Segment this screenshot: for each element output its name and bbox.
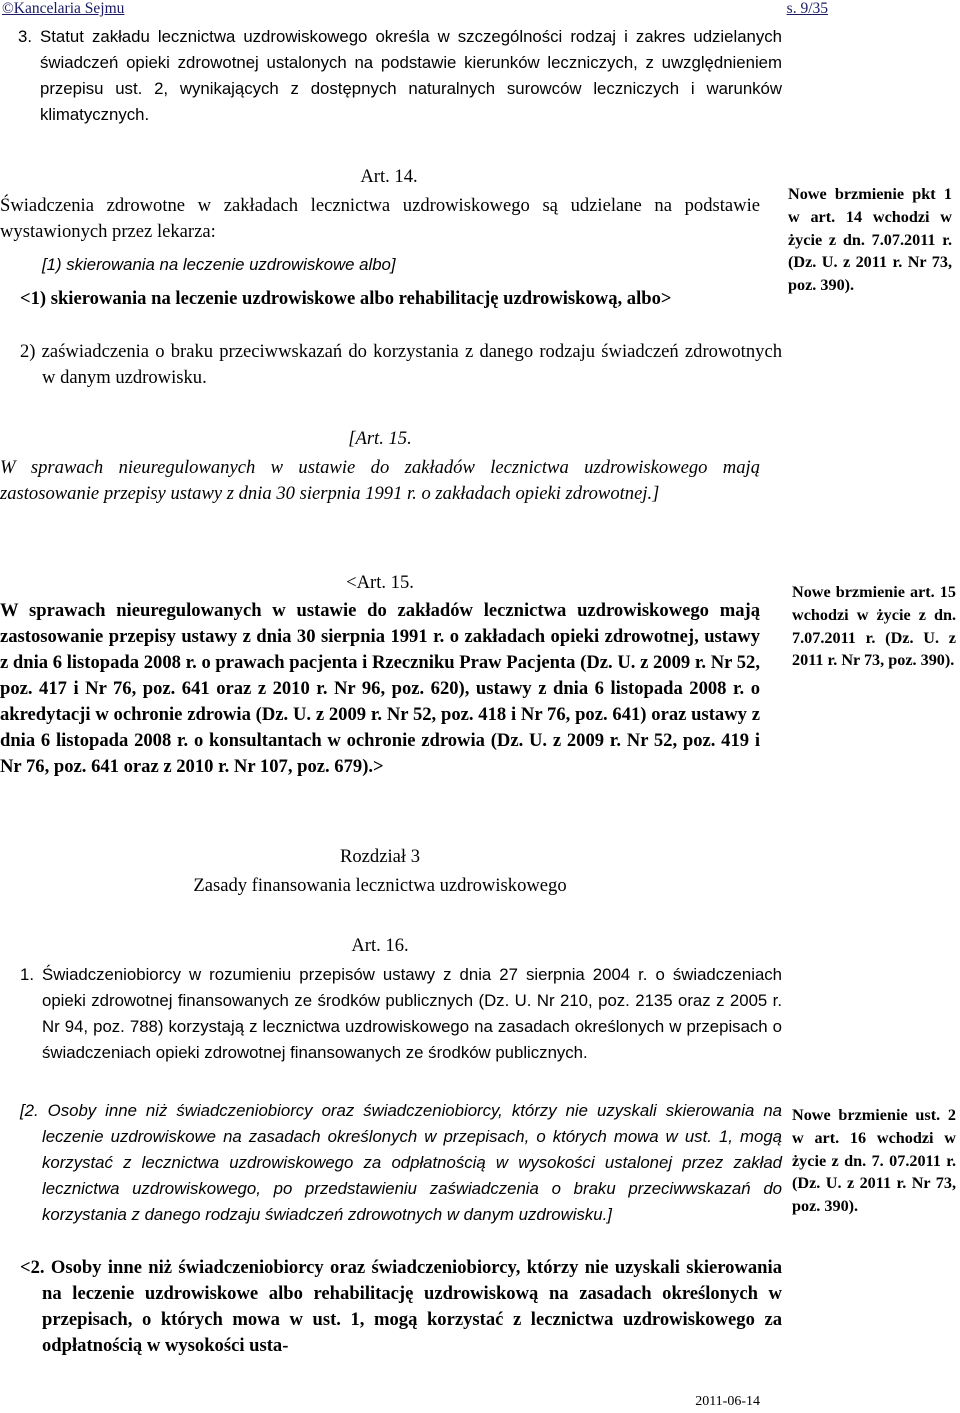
art15-new-title: <Art. 15. <box>346 572 414 593</box>
chapter-title: Zasady finansowania lecznictwa uzdrowiskowego <box>193 875 567 896</box>
art16-title: Art. 16. <box>351 935 409 956</box>
art16-para-1: 1. Świadczeniobiorcy w rozumieniu przepisów ustawy z dnia 27 sierpnia 2004 r. o świadczeniach opieki zdrowotnej finansowanych ze środków publicznych (Dz. U. Nr 210, poz. 2135 oraz z 2005 r. Nr 94, poz. 788) korzystają z lecznictwa uzdrowiskowego na zasadach określonych w przepisach o świadczeniach opieki zdrowotnej finansowanych ze środków publicznych. <box>20 965 782 1062</box>
header-page-number: s. 9/35 <box>786 0 828 17</box>
statute-paragraph-3: 3. Statut zakładu lecznictwa uzdrowiskowego określa w szczególności rodzaj i zakres udzielanych świadczeń opieki zdrowotnej ustalonych na podstawie kierunków leczniczych, z uwzględnieniem przepisu ust. 2, wynikających z dostępnych naturalnych surowców leczniczych i warunków klimatycznych. <box>18 27 782 124</box>
art16-para-2-new: <2. Osoby inne niż świadczeniobiorcy oraz świadczeniobiorcy, którzy nie uzyskali skierowania na leczenie uzdrowiskowe albo rehabilitację uzdrowiskową na zasadach określonych w przepisach, o których mowa w ust. 1, mogą korzystać z lecznictwa uzdrowiskowego za odpłatnością w wysokości usta- <box>20 1257 782 1356</box>
art14-item-2: 2) zaświadczenia o braku przeciwwskazań do korzystania z danego rodzaju świadczeń zdrowotnych w danym uzdrowisku. <box>20 341 782 388</box>
art14-title: Art. 14. <box>360 166 418 187</box>
chapter-number: Rozdział 3 <box>339 846 421 867</box>
header-source: ©Kancelaria Sejmu <box>2 0 125 17</box>
art16-para-2-old: [2. Osoby inne niż świadczeniobiorcy oraz świadczeniobiorcy, którzy nie uzyskali skierowania na leczenie uzdrowiskowe na zasadach określonych w przepisach, o których mowa w ust. 1, mogą korzystać z lecznictwa uzdrowiskowego za odpłatnością w wysokości ustalonej przez zakład lecznictwa uzdrowiskowego, po przedstawieniu zaświadczenia o braku przeciwwskazań do korzystania z danego rodzaju świadczeń zdrowotnych w danym uzdrowisku.] <box>20 1101 782 1224</box>
art14-side-note: Nowe brzmienie pkt 1 w art. 14 wchodzi w życie z dn. 7.07.2011 r. (Dz. U. z 2011 r. Nr 73, poz. 390). <box>788 185 952 295</box>
footer-date: 2011-06-14 <box>695 1394 760 1409</box>
art15-side-note: Nowe brzmienie art. 15 wchodzi w życie z dn. 7.07.2011 r. (Dz. U. z 2011 r. Nr 73, poz. 390). <box>792 583 956 670</box>
art14-intro: Świadczenia zdrowotne w zakładach lecznictwa uzdrowiskowego są udzielane na podstawie wystawionych przez lekarza: <box>0 195 760 242</box>
art14-new-item-1: <1) skierowania na leczenie uzdrowiskowe albo rehabilitację uzdrowiskową, albo> <box>20 288 672 309</box>
art16-side-note: Nowe brzmienie ust. 2 w art. 16 wchodzi w życie z dn. 7. 07.2011 r. (Dz. U. z 2011 r. Nr 73, poz. 390). <box>792 1106 956 1216</box>
art15-new-text: W sprawach nieuregulowanych w ustawie do zakładów lecznictwa uzdrowiskowego mają zastosowanie przepisy ustawy z dnia 30 sierpnia 1991 r. o zakładach opieki zdrowotnej, ustawy z dnia 6 listopada 2008 r. o prawach pacjenta i Rzeczniku Praw Pacjenta (Dz. U. z 2009 r. Nr 52, poz. 417 i Nr 76, poz. 641 oraz z 2010 r. Nr 96, poz. 620), ustawy z dnia 6 listopada 2008 r. o akredytacji w ochronie zdrowia (Dz. U. z 2009 r. Nr 52, poz. 418 i Nr 76, poz. 641) oraz ustawy z dnia 6 listopada 2008 r. o konsultantach w ochronie zdrowia (Dz. U. z 2009 r. Nr 52, poz. 419 i Nr 76, poz. 641 oraz z 2010 r. Nr 107, poz. 679).> <box>0 600 760 777</box>
art15-old-text: W sprawach nieuregulowanych w ustawie do zakładów lecznictwa uzdrowiskowego mają zastosowanie przepisy ustawy z dnia 30 sierpnia 1991 r. o zakładach opieki zdrowotnej.] <box>0 457 760 504</box>
art14-old-item-1: [1) skierowania na leczenie uzdrowiskowe albo] <box>42 255 396 274</box>
art15-old-title: [Art. 15. <box>348 428 412 449</box>
page-header <box>0 0 960 22</box>
